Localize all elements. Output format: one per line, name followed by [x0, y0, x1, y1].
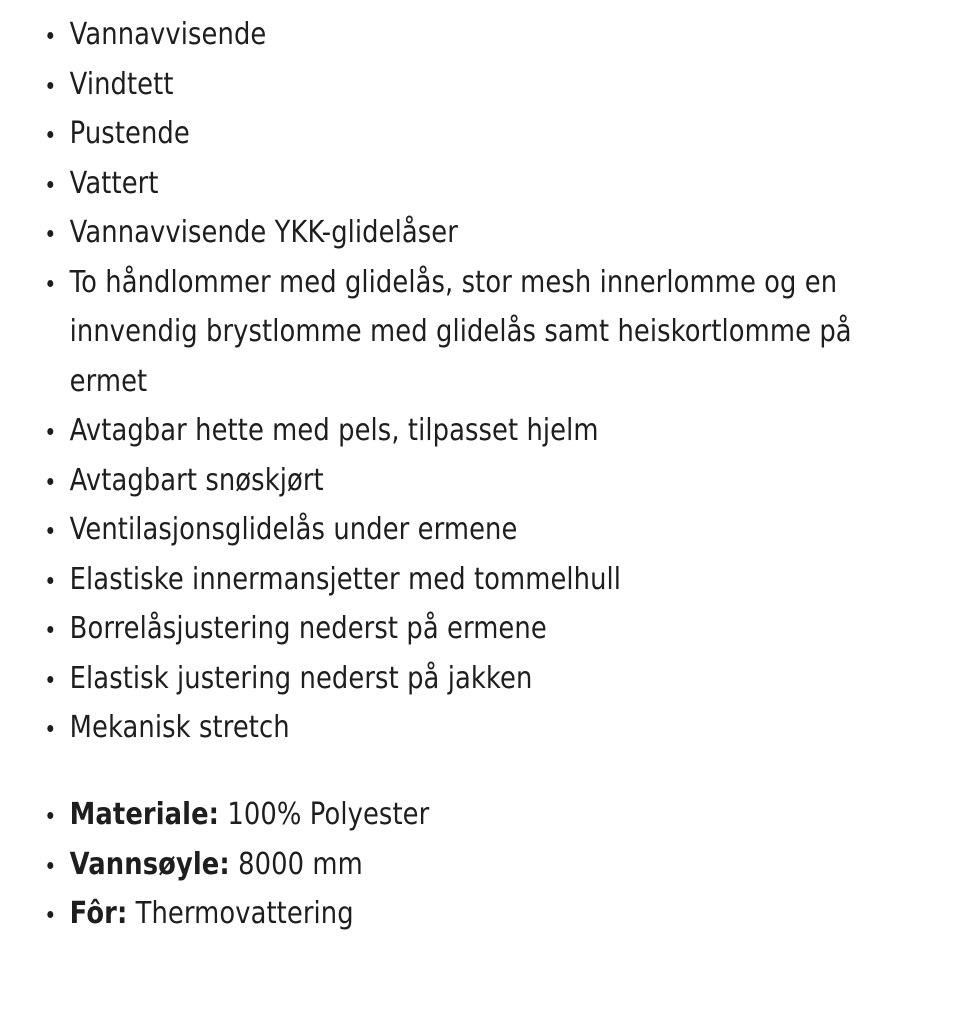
- feature-item: Vindtett: [0, 60, 826, 110]
- feature-list: [0, 10, 960, 753]
- feature-item-text: To håndlommer med glidelås, stor mesh innerlomme og en innvendig brystlomme med glidelås samt heiskortlomme på ermet: [69, 264, 852, 399]
- feature-item: Pustende: [0, 109, 826, 159]
- spec-label: Fôr:: [69, 896, 128, 931]
- feature-item: Vannavvisende YKK-glidelåser: [0, 208, 826, 258]
- spec-label: Vannsøyle:: [69, 846, 230, 882]
- feature-item: Elastiske innermansjetter med tommelhull: [0, 555, 826, 605]
- spec-value: 100% Polyester: [227, 797, 430, 832]
- feature-item: Borrelåsjustering nederst på ermene: [0, 604, 826, 654]
- spec-label: Materiale:: [69, 797, 220, 832]
- feature-item: Elastisk justering nederst på jakken: [0, 654, 826, 704]
- feature-item: Vattert: [0, 159, 826, 209]
- spec-item-water-column: [0, 840, 826, 890]
- feature-item: Avtagbar hette med pels, tilpasset hjelm: [0, 406, 826, 456]
- feature-item: Mekanisk stretch: [0, 703, 826, 753]
- spec-item-material: [0, 790, 826, 840]
- spec-item-lining: [0, 889, 826, 939]
- spec-list: [0, 790, 960, 939]
- feature-item: Vannavvisende: [0, 10, 826, 60]
- feature-item: Ventilasjonsglidelås under ermene: [0, 505, 826, 555]
- spec-value: Thermovattering: [135, 896, 354, 931]
- feature-item: [0, 258, 852, 407]
- feature-item: Avtagbart snøskjørt: [0, 456, 826, 506]
- spec-value: 8000 mm: [238, 846, 363, 882]
